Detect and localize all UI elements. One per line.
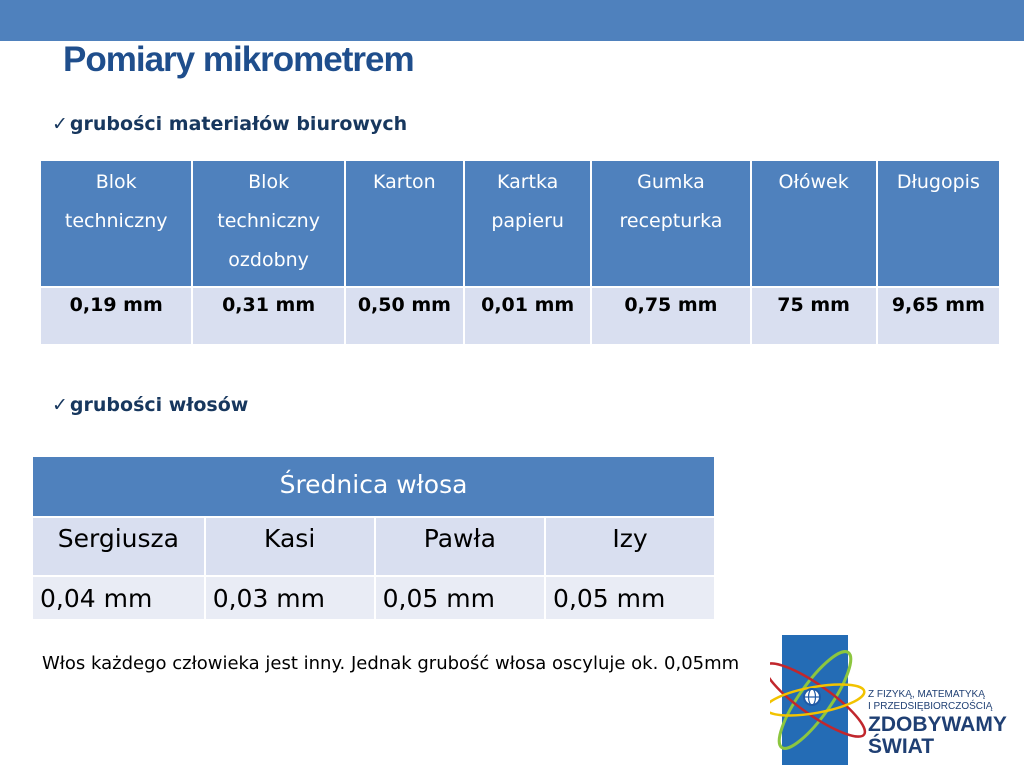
hair-values-row [32, 576, 715, 620]
hair-value-cell: 0,04 mm [32, 576, 205, 620]
materials-header-cell: Blok techniczny [40, 160, 192, 287]
hair-value-cell: 0,05 mm [375, 576, 545, 620]
materials-header-cell: Blok techniczny ozdobny [192, 160, 344, 287]
materials-value-cell: 0,50 mm [345, 287, 464, 345]
materials-header-cell: Gumka recepturka [591, 160, 750, 287]
materials-header-row [40, 160, 1000, 287]
materials-value-row [40, 287, 1000, 345]
materials-value-cell: 0,75 mm [591, 287, 750, 345]
hair-value-cell: 0,05 mm [545, 576, 715, 620]
materials-table [39, 159, 1001, 346]
logo-line-4: ŚWIAT [868, 735, 935, 758]
materials-value-cell: 75 mm [751, 287, 877, 345]
hair-names-row [32, 517, 715, 576]
project-logo [770, 625, 1024, 768]
bullet-office-materials [52, 113, 407, 135]
bullet-hair [52, 394, 248, 416]
bullet-hair-text: grubości włosów [69, 394, 249, 416]
top-accent-bar [0, 0, 1024, 41]
hair-header-cell: Średnica włosa [32, 456, 715, 517]
hair-name-cell: Izy [545, 517, 715, 576]
hair-note: Włos każdego człowieka jest inny. Jednak grubość włosa oscyluje ok. 0,05mm [42, 653, 740, 674]
hair-name-cell: Sergiusza [32, 517, 205, 576]
hair-header-row [32, 456, 715, 517]
materials-header-cell: Ołówek [751, 160, 877, 287]
materials-value-cell: 0,19 mm [40, 287, 192, 345]
logo-line-2: I PRZEDSIĘBIORCZOŚCIĄ [868, 701, 993, 712]
materials-header-cell: Długopis [877, 160, 1000, 287]
materials-header-cell: Kartka papieru [464, 160, 591, 287]
materials-value-cell: 0,01 mm [464, 287, 591, 345]
logo-line-1: Z FIZYKĄ, MATEMATYKĄ [868, 689, 985, 700]
hair-name-cell: Pawła [375, 517, 545, 576]
checkmark-icon: ✓ [52, 113, 68, 135]
materials-header-cell: Karton [345, 160, 464, 287]
materials-value-cell: 9,65 mm [877, 287, 1000, 345]
logo-line-3: ZDOBYWAMY [868, 713, 1007, 736]
bullet-office-materials-text: grubości materiałów biurowych [69, 113, 408, 135]
slide-title: Pomiary mikrometrem [63, 40, 414, 79]
hair-name-cell: Kasi [205, 517, 375, 576]
checkmark-icon: ✓ [52, 394, 68, 416]
materials-value-cell: 0,31 mm [192, 287, 344, 345]
hair-table [31, 455, 716, 621]
hair-value-cell: 0,03 mm [205, 576, 375, 620]
